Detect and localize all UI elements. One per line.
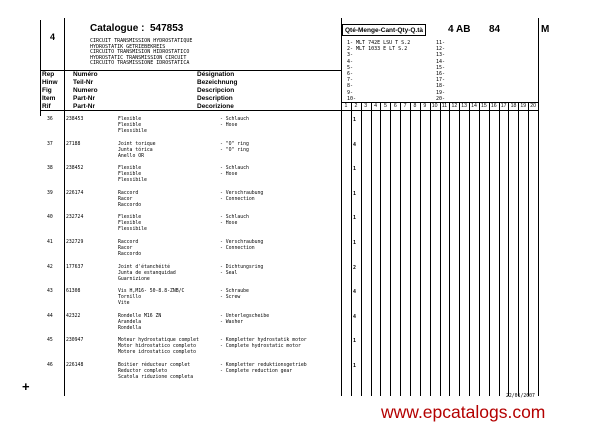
- designation-fr-es-it: Raccord Racor Raccordo: [118, 240, 142, 257]
- model-entry: 6-: [347, 71, 354, 78]
- designation-de-en: - Schlauch - Hose: [220, 166, 249, 178]
- grid-column-number: 6: [393, 103, 397, 109]
- model-entry: 10-: [347, 95, 357, 102]
- designation-de-en: - Kompletter hydrostatik motor - Complete hydrostatic motor: [220, 338, 307, 350]
- grid-column-line: [380, 102, 381, 396]
- description-line: HYDROSTATIC TRANSMISSION CIRCUIT: [90, 54, 187, 61]
- grid-column-number: 3: [364, 103, 368, 109]
- quantity-value: 1: [353, 338, 357, 345]
- model-entry: 19-: [436, 89, 446, 96]
- part-number: 61308: [66, 289, 81, 295]
- model-entry: 17-: [436, 77, 446, 84]
- grid-column-line: [499, 102, 500, 396]
- grid-column-line: [410, 102, 411, 396]
- grid-column-number: 2: [354, 103, 358, 109]
- grid-column-line: [479, 102, 480, 396]
- quantity-value: 1: [353, 215, 357, 222]
- grid-column-number: 15: [480, 103, 487, 109]
- left-frame-line: [64, 18, 65, 396]
- designation-de-en: - "O" ring - "O" ring: [220, 141, 249, 153]
- designation-fr-es-it: Rondelle M16 ZN Arandela Rondella: [118, 313, 162, 331]
- group-number: 4: [50, 32, 56, 42]
- model-entry: 20-: [436, 95, 446, 102]
- item-ref: 36: [47, 117, 53, 122]
- description-line: CIRCUITO TRANSMISION HIDROSTATICO: [90, 49, 190, 56]
- designation-fr-es-it: Joint d'étanchéité Junta de estanquidad Guarnizione: [118, 264, 176, 282]
- grid-column-line: [449, 102, 450, 396]
- quantity-value: 1: [353, 363, 357, 369]
- grid-column-number: 14: [471, 103, 477, 109]
- part-number: 230947: [66, 338, 84, 344]
- catalogue-label: Catalogue :: [90, 23, 145, 34]
- supplement-flag: M: [541, 24, 550, 35]
- designation-fr-es-it: Joint torique Junta tórica Anello OR: [118, 141, 156, 159]
- model-entry: 2- MLT 1033 E LT S.2: [347, 46, 408, 53]
- grid-column-number: 11: [441, 103, 448, 109]
- designation-de-en: - Dichtungsring - Seal: [220, 264, 264, 276]
- quantity-value: 1: [353, 166, 357, 173]
- watermark: www.epcatalogs.com: [381, 402, 546, 422]
- model-entry: 4-: [347, 58, 354, 65]
- designation-fr-es-it: Raccord Racor Raccordo: [118, 190, 142, 208]
- item-ref: 45: [47, 338, 53, 344]
- grid-column-line: [508, 102, 509, 396]
- grid-column-line: [390, 102, 391, 396]
- grid-column-line: [361, 102, 362, 396]
- designation-de-en: - Unterlegscheibe - Washer: [220, 313, 270, 325]
- description-line: CIRCUIT TRANSMISSION HYDROSTATIQUE: [90, 38, 193, 44]
- designation-de-en: - Verschraubung - Connection: [220, 190, 264, 202]
- designation-fr-es-it: Vis H,M16- 50-8.8-ZNB/C Tornillo Vite: [118, 289, 185, 307]
- grid-column-line: [489, 102, 490, 396]
- designation-de-en: - Kompletter reduktionsgetrieb - Complete reduction gear: [220, 363, 307, 374]
- grid-column-number: 13: [461, 103, 468, 109]
- catalogue-number: 547853: [150, 23, 184, 34]
- quantity-value: 1: [353, 117, 357, 123]
- item-ref: 37: [47, 141, 53, 147]
- quantity-value: 1: [353, 190, 357, 197]
- designation-fr-es-it: Flexible Flexible Flessibile: [118, 166, 147, 184]
- grid-column-line: [371, 102, 372, 396]
- part-number: 42322: [66, 313, 81, 319]
- part-number: 177637: [66, 264, 84, 270]
- designation-fr-es-it: Flexible Flexible Flessibile: [118, 117, 147, 134]
- grid-column-line: [420, 102, 421, 396]
- grid-column-number: 8: [413, 103, 417, 109]
- designation-de-en: - Schlauch - Hose: [220, 215, 249, 227]
- grid-column-number: 10: [431, 103, 438, 109]
- model-entry: 8-: [347, 83, 354, 90]
- grid-column-line: [528, 102, 529, 396]
- grid-column-number: 5: [383, 103, 387, 109]
- plus-mark: +: [22, 379, 30, 394]
- item-ref: 39: [47, 190, 53, 196]
- item-ref: 38: [47, 166, 53, 172]
- grid-column-number: 12: [451, 103, 458, 109]
- item-ref: 40: [47, 215, 53, 221]
- supplement-number: 84: [489, 24, 501, 35]
- model-entry: 12-: [436, 46, 446, 53]
- model-entry: 11-: [436, 40, 446, 46]
- model-entry: 7-: [347, 77, 354, 84]
- quantity-value: 4: [353, 289, 357, 296]
- designation-de-en: - Verschraubung - Connection: [220, 240, 264, 251]
- designation-column-header: Désignation Bezeichnung Descripcion Description Decorizione: [197, 71, 238, 110]
- quantity-label-box: Qté-Menge-Cant-Qty-Q.tà: [342, 24, 426, 36]
- right-frame-line: [538, 18, 539, 396]
- item-ref: 41: [47, 240, 53, 245]
- item-ref: 46: [47, 363, 53, 368]
- designation-fr-es-it: Flexible Flexible Flessibile: [118, 215, 147, 233]
- print-date: 22/01/2007: [506, 394, 535, 399]
- part-number: 226174: [66, 190, 84, 196]
- model-entry: 15-: [436, 64, 446, 71]
- supplement-code: 4 AB: [448, 24, 471, 35]
- model-entry: 16-: [436, 71, 446, 78]
- model-list-right: [436, 40, 445, 102]
- grid-column-number: 19: [520, 103, 527, 109]
- grid-column-number: 7: [403, 103, 407, 109]
- model-entry: 1- MLT 742E LSU T S.2: [347, 40, 411, 46]
- item-ref: 43: [47, 289, 53, 295]
- grid-column-number: 4: [374, 103, 378, 109]
- part-number: 232724: [66, 215, 84, 221]
- description-line: HYDROSTATIK GETRIEBEKREIS: [90, 43, 166, 50]
- grid-column-number: 9: [423, 103, 427, 109]
- grid-column-line: [351, 102, 352, 396]
- model-list-left: [347, 40, 410, 102]
- grid-column-line: [469, 102, 470, 396]
- quantity-value: 4: [353, 141, 357, 148]
- part-number: 226148: [66, 363, 84, 368]
- grid-column-line: [440, 102, 441, 396]
- desc-frame-line: [341, 18, 342, 396]
- part-number: 238452: [66, 166, 84, 172]
- part-number: 238453: [66, 117, 84, 122]
- quantity-value: 4: [353, 313, 357, 320]
- designation-fr-es-it: Boitier réducteur complet Reductor completo Scatola riduzione completa: [118, 363, 194, 380]
- grid-column-number: 20: [530, 103, 536, 109]
- part-number-column-header: Numéro Teil-Nr Numero Part-Nr Part-Nr: [73, 71, 98, 110]
- grid-column-line: [400, 102, 401, 396]
- model-entry: 3-: [347, 52, 354, 59]
- designation-de-en: - Schraube - Screw: [220, 289, 249, 301]
- grid-column-line: [518, 102, 519, 396]
- part-number: 27188: [66, 141, 81, 147]
- grid-column-line: [430, 102, 431, 396]
- ref-column-header: Rep Hinw Fig Item Rif: [42, 71, 58, 110]
- item-ref: 42: [47, 264, 53, 270]
- model-entry: 5-: [347, 64, 354, 71]
- designation-fr-es-it: Moteur hydrostatique complet Motor hidrostatico completo Motore idrostatico completo: [118, 338, 199, 356]
- column-header-bottom: [40, 110, 539, 111]
- grid-column-number: 16: [490, 103, 497, 109]
- model-entry: 9-: [347, 89, 354, 96]
- circuit-description: [90, 39, 192, 67]
- item-ref: 44: [47, 313, 53, 319]
- model-entry: 14-: [436, 58, 446, 65]
- model-entry: 13-: [436, 52, 446, 59]
- model-entry: 18-: [436, 83, 446, 90]
- grid-column-line: [459, 102, 460, 396]
- grid-column-number: 17: [500, 103, 507, 109]
- description-line: CIRCUITO TRASMISSIONE IDROSTATICA: [90, 60, 190, 67]
- designation-de-en: - Schlauch - Hose: [220, 117, 249, 128]
- quantity-value: 1: [353, 240, 357, 246]
- grid-column-number: 1: [344, 103, 348, 109]
- left-border-line: [40, 20, 41, 116]
- grid-column-number: 18: [510, 103, 517, 109]
- part-number: 232729: [66, 240, 84, 245]
- quantity-value: 2: [353, 264, 357, 271]
